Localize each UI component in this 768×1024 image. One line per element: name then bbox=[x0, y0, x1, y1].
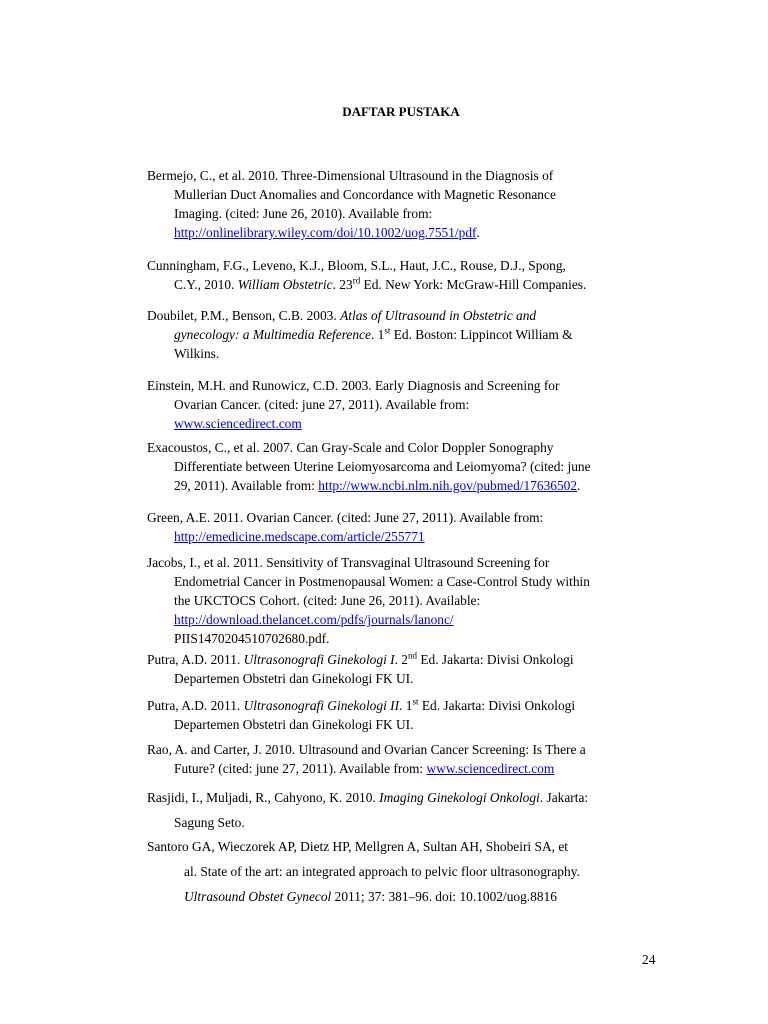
ref-text: Jacobs, I., et al. 2011. Sensitivity of Transvaginal Ultrasound Screening for bbox=[147, 555, 550, 570]
ref-link[interactable]: http://onlinelibrary.wiley.com/doi/10.1002/uog.7551/pdf bbox=[174, 225, 477, 240]
ref-text: Cunningham, F.G., Leveno, K.J., Bloom, S.L., Haut, J.C., Rouse, D.J., Spong, bbox=[147, 258, 566, 273]
ref-text: Wilkins. bbox=[174, 346, 220, 361]
ref-book-title: Imaging Ginekologi Onkologi bbox=[379, 790, 540, 805]
ref-sup: rd bbox=[352, 275, 361, 286]
ref-text: Exacoustos, C., et al. 2007. Can Gray-Scale and Color Doppler Sonography bbox=[147, 440, 554, 455]
ref-text: . 1 bbox=[370, 327, 385, 342]
ref-sup: nd bbox=[408, 650, 417, 661]
ref-link[interactable]: http://emedicine.medscape.com/article/255771 bbox=[174, 529, 425, 544]
ref-text: . 1 bbox=[399, 698, 413, 713]
ref-text: Departemen Obstetri dan Ginekologi FK UI. bbox=[174, 717, 414, 732]
ref-text: Departemen Obstetri dan Ginekologi FK UI. bbox=[174, 671, 414, 686]
ref-sup: st bbox=[412, 696, 419, 707]
ref-text: 29, 2011). Available from: bbox=[174, 478, 319, 493]
reference-entry bbox=[147, 837, 658, 906]
ref-sup: st bbox=[384, 325, 391, 336]
reference-entry bbox=[147, 788, 658, 832]
ref-text: Bermejo, C., et al. 2010. Three-Dimensional Ultrasound in the Diagnosis of bbox=[147, 168, 554, 183]
ref-text: Mullerian Duct Anomalies and Concordance with Magnetic Resonance bbox=[174, 187, 556, 202]
ref-text: Sagung Seto. bbox=[174, 815, 245, 830]
ref-text: Ed. New York: McGraw-Hill Companies. bbox=[360, 277, 587, 292]
ref-text: Putra, A.D. 2011. bbox=[147, 652, 244, 667]
reference-entry bbox=[147, 740, 658, 778]
ref-text: Ed. Boston: Lippincot William & bbox=[390, 327, 573, 342]
ref-text: 2011; 37: 381–96. doi: 10.1002/uog.8816 bbox=[331, 889, 557, 904]
reference-entry bbox=[147, 438, 658, 495]
ref-journal-title: Ultrasound Obstet Gynecol bbox=[184, 889, 332, 904]
reference-entry bbox=[147, 166, 658, 242]
reference-entry bbox=[147, 696, 658, 734]
ref-text: . bbox=[577, 478, 581, 493]
ref-text: . bbox=[476, 225, 480, 240]
reference-entry bbox=[147, 508, 658, 546]
page-number: 24 bbox=[642, 952, 656, 967]
ref-text: Einstein, M.H. and Runowicz, C.D. 2003. Early Diagnosis and Screening for bbox=[147, 378, 560, 393]
ref-text: Santoro GA, Wieczorek AP, Dietz HP, Mellgren A, Sultan AH, Shobeiri SA, et bbox=[147, 839, 568, 854]
ref-text: Imaging. (cited: June 26, 2010). Available from: bbox=[174, 206, 433, 221]
ref-text: Endometrial Cancer in Postmenopausal Women: a Case-Control Study within bbox=[174, 574, 590, 589]
ref-book-title: Ultrasonografi Ginekologi I bbox=[243, 652, 395, 667]
ref-text: Rasjidi, I., Muljadi, R., Cahyono, K. 2010. bbox=[147, 790, 380, 805]
ref-text: Rao, A. and Carter, J. 2010. Ultrasound and Ovarian Cancer Screening: Is There a bbox=[147, 742, 586, 757]
ref-text: Green, A.E. 2011. Ovarian Cancer. (cited: June 27, 2011). Available from: bbox=[147, 510, 544, 525]
ref-text: . 2 bbox=[394, 652, 408, 667]
reference-entry bbox=[147, 553, 658, 648]
ref-text: Differentiate between Uterine Leiomyosarcoma and Leiomyoma? (cited: june bbox=[174, 459, 591, 474]
ref-text: Future? (cited: june 27, 2011). Available from: bbox=[174, 761, 427, 776]
page-title: DAFTAR PUSTAKA bbox=[342, 104, 460, 119]
ref-text: C.Y., 2010. bbox=[174, 277, 238, 292]
ref-text: the UKCTOCS Cohort. (cited: June 26, 2011). Available: bbox=[174, 593, 481, 608]
reference-entry bbox=[147, 306, 658, 363]
ref-link[interactable]: http://www.ncbi.nlm.nih.gov/pubmed/17636502 bbox=[318, 478, 578, 493]
ref-text: . Jakarta: bbox=[539, 790, 589, 805]
ref-link[interactable]: www.sciencedirect.com bbox=[426, 761, 555, 776]
reference-entry bbox=[147, 376, 658, 433]
ref-book-title: Atlas of Ultrasound in Obstetric and bbox=[340, 308, 537, 323]
ref-book-title: Ultrasonografi Ginekologi II bbox=[243, 698, 400, 713]
reference-entry bbox=[147, 256, 658, 294]
ref-link[interactable]: http://download.thelancet.com/pdfs/journals/lanonc/ bbox=[174, 612, 454, 627]
ref-text: Ed. Jakarta: Divisi Onkologi bbox=[418, 698, 576, 713]
ref-text: . 23 bbox=[332, 277, 353, 292]
ref-text: al. State of the art: an integrated approach to pelvic floor ultrasonography. bbox=[184, 864, 580, 879]
ref-text: Putra, A.D. 2011. bbox=[147, 698, 244, 713]
ref-text: Ovarian Cancer. (cited: june 27, 2011). Available from: bbox=[174, 397, 470, 412]
ref-text: Doubilet, P.M., Benson, C.B. 2003. bbox=[147, 308, 341, 323]
ref-link[interactable]: www.sciencedirect.com bbox=[174, 416, 302, 431]
ref-text: PIIS1470204510702680.pdf. bbox=[174, 631, 330, 646]
ref-book-title: gynecology: a Multimedia Reference bbox=[174, 327, 371, 342]
ref-book-title: William Obstetric bbox=[237, 277, 333, 292]
reference-entry bbox=[147, 650, 658, 688]
ref-text: Ed. Jakarta: Divisi Onkologi bbox=[417, 652, 574, 667]
